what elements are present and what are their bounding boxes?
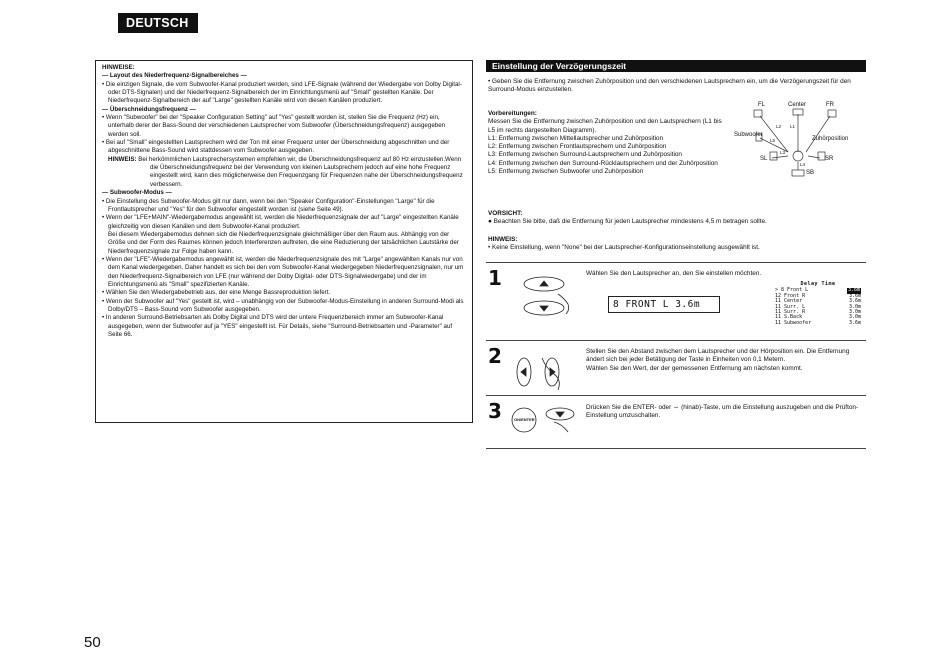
speaker-diagram	[730, 100, 866, 182]
listener-icon	[793, 151, 803, 161]
label-l1: L1	[790, 124, 796, 129]
section-title: Einstellung der Verzögerungszeit	[486, 60, 866, 72]
note-bullet: • Wenn der Subwoofer auf "Yes" gestellt ist, wird – unabhängig von der Subwoofer-Modus-Einstellung in anderen Surround-Modi als Dolby/DTS – Bass-Sound vom Subwoofer ausgegeben.	[102, 297, 464, 313]
note-bullet: • In anderen Surround-Betriebsarten als Dolby Digital und DTS wird der untere Frequenzbereich immer am Subwoofer-Kanal ausgegeben, wenn der Subwoofer auf ja "YES" eingestellt ist. Für Details, siehe "Surround-Betriebsarten und -Parameter" auf Seite 66.	[102, 314, 453, 338]
row-value: 3.0m	[848, 309, 861, 316]
step-1-number: 1	[488, 266, 502, 290]
caution-text: ● Beachten Sie bitte, daß die Entfernung für jeden Lautsprecher mindestens 4,5 m betragen sollte.	[488, 218, 767, 226]
step-2-number: 2	[488, 344, 502, 368]
distance-l1: L1: Entfernung zwischen Mittellautsprecher und Zuhörposition	[488, 134, 664, 142]
delay-time-table	[775, 282, 861, 326]
step-3-number: 3	[488, 399, 502, 423]
line-fr	[806, 116, 830, 152]
step-2-instruction: Stellen Sie den Abstand zwischen dem Lautsprecher und der Hörposition ein. Die Entfernung ändert sich bei jeder Betätigung der Taste in Einheiten von 0,1 Metern.	[586, 348, 850, 364]
page-number: 50	[84, 634, 101, 651]
step-1-instruction: Wählen Sie den Lautsprecher an, den Sie einstellen möchten.	[586, 270, 762, 277]
lcd-display: 8 FRONT L 3.6m	[608, 296, 720, 313]
sr-speaker-icon	[818, 152, 825, 160]
distance-l4: L4: Entfernung zwischen den Surround-Rücklautsprechern und der Zuhörposition	[488, 159, 718, 167]
intro-paragraph: • Geben Sie die Entfernung zwischen Zuhörposition und den verschiedenen Lautsprechern ein, um die Verzögerungszeit für den Surround-Modus einzustellen.	[488, 78, 851, 94]
row-label: 11 Surr. L	[775, 303, 806, 310]
language-tab: DEUTSCH	[118, 13, 198, 33]
note-text: • Keine Einstellung, wenn "None" bei der Lautsprecher-Konfigurationseinstellung ausgewählt ist.	[488, 244, 760, 252]
row-label: 11 Surr. R	[775, 309, 806, 316]
subheading-crossover: — Überschneidungsfrequenz —	[102, 105, 196, 113]
hint-label: HINWEIS:	[108, 155, 137, 163]
note-bullet: • Wenn der "LFE+MAIN"-Wiedergabemodus angewählt ist, werden die Niederfrequenzsignale der auf "Large" eingestellten Kanäle gleichzeitig von diesen Kanälen und dem Subwoofer-Kanal produziert.	[102, 214, 459, 230]
row-value: 3.6m	[848, 292, 861, 299]
note-block	[488, 236, 866, 253]
row-label: 11 Center	[775, 298, 803, 305]
label-l2: L2	[776, 124, 782, 129]
row-value: 3.6m	[847, 287, 860, 294]
note-bullet: • Wenn der "LFE"-Wiedergabemodus angewählt ist, werden die Niederfrequenzsignale des mit "Large" angewählten Kanals nur von dem Kanal wiedergegeben. Daher handelt es sich bei den vom Subwoofer-Kanal wiedergegeben Niederfrequenzsignalen, nur um den Niederfrequenz-Signalbereich von LFE (nur während der Dolby Digital- oder DTS-Signalwiedergabe) und der im Einrichtungsmenü als "Small" spezifizierten Kanäle.	[102, 255, 464, 288]
sl-speaker-icon	[770, 152, 777, 160]
label-fr: FR	[826, 102, 834, 108]
enter-button-label: ON/ENTER	[514, 417, 535, 422]
row-value: 3.0m	[848, 314, 861, 321]
label-sl: SL	[760, 156, 768, 162]
row-value: 3.0m	[848, 303, 861, 310]
row-label: 11 Subwoofer	[775, 319, 812, 326]
row-value: 3.6m	[848, 298, 861, 305]
label-listening-position: Zuhörposition	[812, 136, 849, 142]
label-l3: L3	[780, 150, 786, 155]
step-1-buttons	[518, 272, 578, 327]
hint-text: Bei herkömmlichen Lautsprechersystemen empfehlen wir, die Überschneidungsfrequenz auf 80 Hz einzustellen.Wenn die Überschneidungsfrequenz bei der Verwendung von kleinen Lautsprechern jedoch auf eine hohe Frequenz eingestellt wird, kann dies möglicherweise den Frequenzgang für Frequenzen nahe der Überschneidungsfrequenz verbessern.	[138, 155, 463, 188]
step-2-instruction-2: Wählen Sie den Wert, der der gemessenen Entfernung am nächsten kommt.	[586, 364, 803, 372]
line-sl	[772, 156, 788, 158]
crossover-hint	[102, 156, 466, 189]
distance-l3: L3: Entfernung zwischen Surround-Lautsprechern und Zuhörposition	[488, 151, 682, 159]
notes-box	[95, 60, 473, 423]
note-bullet: • Die einzigen Signale, die vom Subwoofer-Kanal produziert werden, sind LFE-Signale (während der Wiedergabe von Dolby Digital- oder DTS-Signalen) und der Niederfrequenz-Signalbereich der im Einrichtungsmenü auf "Small" gestellten Kanäle. Der Niederfrequenz-Signalbereich der auf "Large" gestellten Kanäle wird von diesen Kanälen produziert.	[102, 80, 462, 105]
label-sb: SB	[806, 170, 815, 176]
divider	[486, 395, 866, 396]
table-row	[775, 321, 861, 326]
divider	[486, 448, 866, 449]
step-3-buttons	[510, 402, 580, 438]
row-value: 3.6m	[848, 319, 861, 326]
note-continuation: Bei diesem Wiedergabemodus dehnen sich die Niederfrequenzsignale gleichmäßiger über den Raum aus. Abhängig von der Größe und der Form des Raumes können jedoch Interferenzen auftreten, die eine Reduzierung der tatsächlichen Lautstärke der Niederfrequenzsignale zur Folge haben kann.	[108, 230, 459, 255]
step-3-instruction: Drücken Sie die ENTER- oder ⇔ (hinab)-Taste, um die Einstellung auszugeben und die Prüfton-Einstellung umzuschalten.	[586, 404, 859, 420]
label-sr: SR	[825, 156, 834, 162]
label-l4: L4	[800, 162, 806, 167]
subheading-layout: — Layout des Niederfrequenz-Signalbereiches —	[102, 72, 247, 80]
caution-block	[488, 210, 866, 227]
row-label: > 8 Front L	[775, 287, 809, 294]
step-3-text	[586, 404, 866, 421]
fl-speaker-icon	[754, 110, 762, 117]
step-2-text	[586, 348, 866, 373]
divider	[486, 340, 866, 341]
label-l5: L5	[770, 138, 776, 143]
prep-text: Messen Sie die Entfernung zwischen Zuhörposition und den Lautsprechern (L1 bis L5 im rechts dargestellten Diagramm).	[488, 118, 722, 134]
fr-speaker-icon	[828, 110, 836, 117]
preparation-block	[488, 110, 730, 176]
note-heading: HINWEIS:	[488, 236, 518, 243]
row-label: 11 S.Back	[775, 314, 803, 321]
row-label: 12 Front R	[775, 292, 806, 299]
note-bullet: • Wenn "Subwoofer" bei der "Speaker Configuration Setting" auf "Yes" gestellt worden ist, stellen Sie die Frequenz (Hz) ein, unterhalb derer der Bass-Sound der verschiedenen Lautsprecher vom Subwoofer (Überschneidungsfrequenz) ausgegeben werden soll.	[102, 114, 446, 138]
note-bullet: • Wählen Sie den Wiedergabebetrieb aus, der eine Menge Bassreproduktion liefert.	[102, 289, 331, 297]
label-fl: FL	[758, 102, 766, 108]
label-center: Center	[788, 102, 807, 108]
delay-time-title: Delay Time	[800, 281, 836, 287]
distance-l5: L5: Entfernung zwischen Subwoofer und Zuhörposition	[488, 168, 644, 176]
distance-l2: L2: Entfernung zwischen Frontlautsprechern und Zuhörposition	[488, 143, 667, 151]
step-2-buttons	[512, 352, 578, 399]
step-1-text	[586, 270, 776, 278]
divider	[486, 262, 866, 263]
caution-heading: VORSICHT:	[488, 210, 523, 217]
finger-icon	[554, 422, 568, 432]
subheading-subwoofer-mode: — Subwoofer-Modus —	[102, 189, 172, 197]
line-fl	[760, 116, 788, 152]
intro-text	[488, 78, 866, 95]
note-bullet: • Bei auf "Small" eingestellten Lautsprechern wird der Ton mit einer Frequenz unter der Überschneidung abgeschnitten und der abgeschnittene Bass-Sound wird stattdessen vom Subwoofer ausgegeben.	[102, 139, 450, 155]
label-subwoofer: Subwoofer	[734, 132, 763, 138]
notes-heading: HINWEISE:	[102, 64, 135, 71]
prep-heading: Vorbereitungen:	[488, 110, 537, 117]
sb-speaker-icon	[792, 170, 804, 176]
note-bullet: • Die Einstellung des Subwoofer-Modus gilt nur dann, wenn bei den "Speaker Configuration"-Einstellungen "Large" für die Frontlautsprecher und "Yes" für den Subwoofer eingestellt worden ist (siehe Seite 49).	[102, 197, 435, 213]
